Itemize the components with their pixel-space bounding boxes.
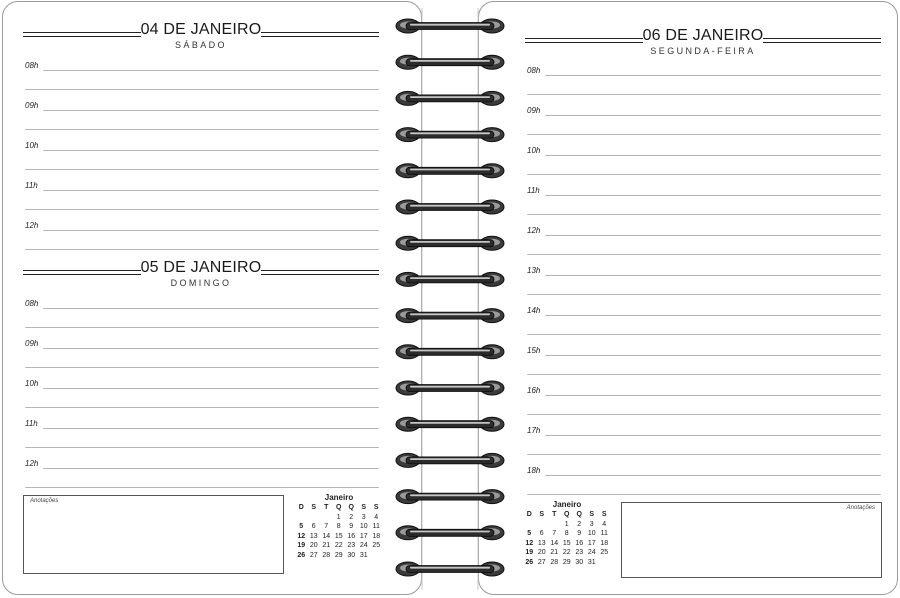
calendar-weekday: S	[539, 511, 545, 518]
calendar-day: 24	[359, 542, 368, 549]
calendar-day: 16	[575, 539, 584, 547]
calendar-day: 12	[297, 532, 306, 540]
hour-row-10h[interactable]	[25, 379, 379, 426]
hour-label: 10h	[25, 141, 39, 150]
hour-row-10h[interactable]	[25, 141, 379, 188]
writing-line	[25, 447, 379, 448]
calendar-day: 14	[550, 539, 559, 547]
spiral-ring	[396, 55, 504, 69]
hour-label: 12h	[25, 221, 39, 230]
calendar-weekday-row	[523, 510, 611, 520]
writing-line	[527, 134, 881, 135]
calendar-day: 8	[336, 523, 341, 530]
calendar-day: 27	[537, 558, 546, 566]
hour-label: 08h	[25, 299, 39, 308]
calendar-day: 6	[539, 530, 544, 537]
hour-row-13h[interactable]	[527, 266, 881, 313]
notes-box[interactable]	[621, 502, 882, 578]
hour-label: 08h	[527, 66, 541, 75]
writing-line	[527, 294, 881, 295]
hour-row-16h[interactable]	[527, 386, 881, 433]
calendar-weekday: Q	[576, 511, 582, 518]
calendar-day: 11	[600, 530, 608, 537]
hour-label: 10h	[527, 146, 541, 155]
writing-line	[43, 70, 379, 71]
calendar-day: 30	[575, 558, 584, 566]
spiral-ring	[396, 200, 504, 214]
calendar-day: 5	[527, 530, 532, 537]
calendar-day: 7	[324, 523, 329, 530]
calendar-weekday: D	[526, 511, 532, 518]
writing-line	[43, 388, 379, 389]
spiral-binding	[388, 0, 512, 598]
hour-label: 09h	[527, 106, 541, 115]
writing-line	[43, 308, 379, 309]
spiral-ring	[396, 453, 504, 467]
spiral-rings	[396, 19, 504, 576]
calendar-day: 31	[359, 551, 368, 559]
calendar-day: 5	[299, 523, 304, 530]
hour-label: 14h	[527, 306, 541, 315]
calendar-week-row	[523, 520, 611, 530]
calendar-day: 30	[347, 551, 356, 559]
calendar-week-row	[523, 558, 611, 568]
calendar-day: 19	[297, 542, 306, 549]
spiral-ring	[396, 526, 504, 540]
hour-label: 08h	[25, 61, 39, 70]
writing-line	[25, 327, 379, 328]
calendar-weekday: Q	[348, 504, 354, 511]
calendar-day: 25	[600, 549, 609, 556]
hour-label: 11h	[527, 186, 540, 195]
hour-row-08h[interactable]	[25, 61, 379, 108]
writing-line	[527, 214, 881, 215]
calendar-day: 21	[322, 542, 331, 549]
calendar-day: 16	[347, 532, 356, 540]
writing-line	[545, 115, 881, 116]
hour-label: 18h	[527, 466, 541, 475]
calendar-week-row	[295, 551, 383, 561]
writing-line	[527, 494, 881, 495]
writing-line	[25, 249, 379, 250]
writing-line	[545, 315, 881, 316]
day-header-jan-06	[525, 24, 881, 64]
hour-row-09h[interactable]	[25, 339, 379, 386]
day-header-jan-04	[23, 18, 379, 58]
notes-label: Anotações	[30, 498, 59, 504]
spiral-ring	[396, 345, 504, 359]
hour-row-09h[interactable]	[527, 106, 881, 153]
writing-line	[43, 150, 379, 151]
hour-label: 12h	[25, 459, 39, 468]
hour-label: 11h	[25, 181, 38, 190]
calendar-day: 29	[562, 558, 571, 566]
calendar-weekday: S	[373, 504, 379, 511]
writing-line	[545, 155, 881, 156]
weekday-label: SÁBADO	[175, 40, 227, 50]
calendar-day: 4	[374, 513, 379, 521]
writing-line	[25, 407, 379, 408]
writing-line	[545, 75, 881, 76]
writing-line	[25, 169, 379, 170]
calendar-day: 8	[564, 530, 569, 537]
calendar-weekday: T	[552, 511, 557, 518]
mini-calendar-january	[295, 493, 383, 560]
day-title: 04 DE JANEIRO	[140, 21, 262, 38]
spiral-ring	[396, 562, 504, 576]
right-planner-page	[478, 1, 898, 595]
hour-row-11h[interactable]	[25, 419, 379, 466]
hour-label: 11h	[25, 419, 38, 428]
writing-line	[43, 110, 379, 111]
calendar-weekday: D	[298, 504, 304, 511]
calendar-day: 1	[564, 520, 569, 528]
calendar-day: 20	[537, 549, 546, 556]
writing-line	[527, 334, 881, 335]
spiral-ring	[396, 236, 504, 250]
calendar-day: 9	[349, 523, 354, 530]
hour-row-15h[interactable]	[527, 346, 881, 393]
writing-line	[545, 195, 881, 196]
calendar-day: 22	[562, 549, 571, 556]
hour-label: 09h	[25, 101, 39, 110]
writing-line	[25, 209, 379, 210]
calendar-day: 10	[359, 523, 368, 530]
calendar-day: 9	[577, 530, 582, 537]
writing-line	[527, 174, 881, 175]
calendar-day: 12	[525, 539, 534, 547]
writing-line	[43, 348, 379, 349]
calendar-day: 21	[550, 549, 559, 556]
calendar-day: 19	[525, 549, 534, 556]
day-header-jan-05	[23, 256, 379, 296]
calendar-day: 22	[334, 542, 343, 549]
weekday-label: SEGUNDA-FEIRA	[650, 46, 756, 56]
spiral-ring	[396, 309, 504, 323]
calendar-day: 18	[372, 532, 381, 540]
calendar-day: 7	[552, 530, 557, 537]
writing-line	[545, 275, 881, 276]
calendar-day: 4	[602, 520, 607, 528]
calendar-week-row	[523, 529, 611, 539]
hour-row-08h[interactable]	[25, 299, 379, 346]
writing-line	[25, 487, 379, 488]
hour-label: 17h	[527, 426, 541, 435]
writing-line	[43, 468, 379, 469]
calendar-day: 11	[372, 523, 380, 530]
calendar-day: 3	[589, 520, 594, 528]
hour-row-17h[interactable]	[527, 426, 881, 473]
writing-line	[527, 454, 881, 455]
spiral-ring	[396, 381, 504, 395]
writing-line	[527, 414, 881, 415]
writing-line	[43, 190, 379, 191]
day-title: 05 DE JANEIRO	[140, 259, 262, 276]
hour-label: 13h	[527, 266, 541, 275]
calendar-day: 26	[297, 551, 306, 559]
hour-label: 12h	[527, 226, 541, 235]
notes-box[interactable]	[23, 495, 284, 574]
writing-line	[25, 89, 379, 90]
calendar-day: 23	[575, 549, 584, 556]
spiral-ring	[396, 128, 504, 142]
writing-line	[527, 374, 881, 375]
calendar-weekday: T	[324, 504, 329, 511]
spiral-ring	[396, 272, 504, 286]
calendar-day: 2	[577, 520, 582, 528]
calendar-day: 27	[309, 551, 318, 559]
calendar-weekday-row	[295, 503, 383, 513]
calendar-day: 18	[600, 539, 609, 547]
writing-line	[545, 235, 881, 236]
calendar-weekday: Q	[336, 504, 342, 511]
calendar-day: 20	[309, 542, 318, 549]
writing-line	[545, 395, 881, 396]
calendar-day: 28	[322, 551, 331, 559]
calendar-day: 10	[587, 530, 596, 537]
calendar-day: 29	[334, 551, 343, 559]
calendar-week-row	[295, 532, 383, 542]
calendar-day: 14	[322, 532, 331, 540]
calendar-month: Janeiro	[552, 500, 582, 509]
writing-line	[43, 230, 379, 231]
spiral-ring	[396, 19, 504, 33]
calendar-day: 13	[537, 539, 546, 547]
calendar-day: 25	[372, 542, 381, 549]
hour-row-10h[interactable]	[527, 146, 881, 193]
calendar-weekday: S	[601, 511, 607, 518]
calendar-week-row	[523, 548, 611, 558]
hour-row-12h[interactable]	[527, 226, 881, 273]
calendar-day: 15	[334, 532, 343, 540]
writing-line	[43, 428, 379, 429]
calendar-weekday: Q	[564, 511, 570, 518]
mini-calendar-january	[523, 500, 611, 567]
notes-label: Anotações	[846, 505, 875, 511]
calendar-week-row	[295, 513, 383, 523]
day-title: 06 DE JANEIRO	[642, 27, 764, 44]
hour-row-08h[interactable]	[527, 66, 881, 113]
writing-line	[527, 94, 881, 95]
calendar-day: 28	[550, 558, 559, 566]
writing-line	[545, 475, 881, 476]
spiral-ring	[396, 164, 504, 178]
calendar-weekday: S	[589, 511, 595, 518]
hour-row-11h[interactable]	[527, 186, 881, 233]
weekday-label: DOMINGO	[170, 278, 232, 288]
hour-row-14h[interactable]	[527, 306, 881, 353]
calendar-day: 3	[361, 513, 366, 521]
calendar-week-row	[523, 539, 611, 549]
calendar-week-row	[295, 522, 383, 532]
calendar-weekday: S	[361, 504, 367, 511]
hour-label: 16h	[527, 386, 541, 395]
calendar-day: 26	[525, 558, 534, 566]
writing-line	[25, 367, 379, 368]
calendar-week-row	[295, 541, 383, 551]
calendar-day: 24	[587, 549, 596, 556]
calendar-month: Janeiro	[324, 493, 354, 502]
hour-row-09h[interactable]	[25, 101, 379, 148]
spiral-ring	[396, 91, 504, 105]
calendar-day: 17	[587, 539, 596, 547]
calendar-day: 2	[349, 513, 354, 521]
writing-line	[25, 129, 379, 130]
calendar-day: 13	[309, 532, 318, 540]
hour-label: 09h	[25, 339, 39, 348]
writing-line	[545, 355, 881, 356]
spiral-ring	[396, 490, 504, 504]
hour-row-11h[interactable]	[25, 181, 379, 228]
left-planner-page	[2, 1, 422, 595]
hour-label: 15h	[527, 346, 541, 355]
calendar-weekday: S	[311, 504, 317, 511]
calendar-day: 17	[359, 532, 368, 540]
calendar-day: 23	[347, 542, 356, 549]
calendar-day: 15	[562, 539, 571, 547]
spiral-ring	[396, 417, 504, 431]
calendar-day: 31	[587, 558, 596, 566]
hour-label: 10h	[25, 379, 39, 388]
calendar-day: 1	[336, 513, 341, 521]
calendar-day: 6	[311, 523, 316, 530]
writing-line	[545, 435, 881, 436]
writing-line	[527, 254, 881, 255]
